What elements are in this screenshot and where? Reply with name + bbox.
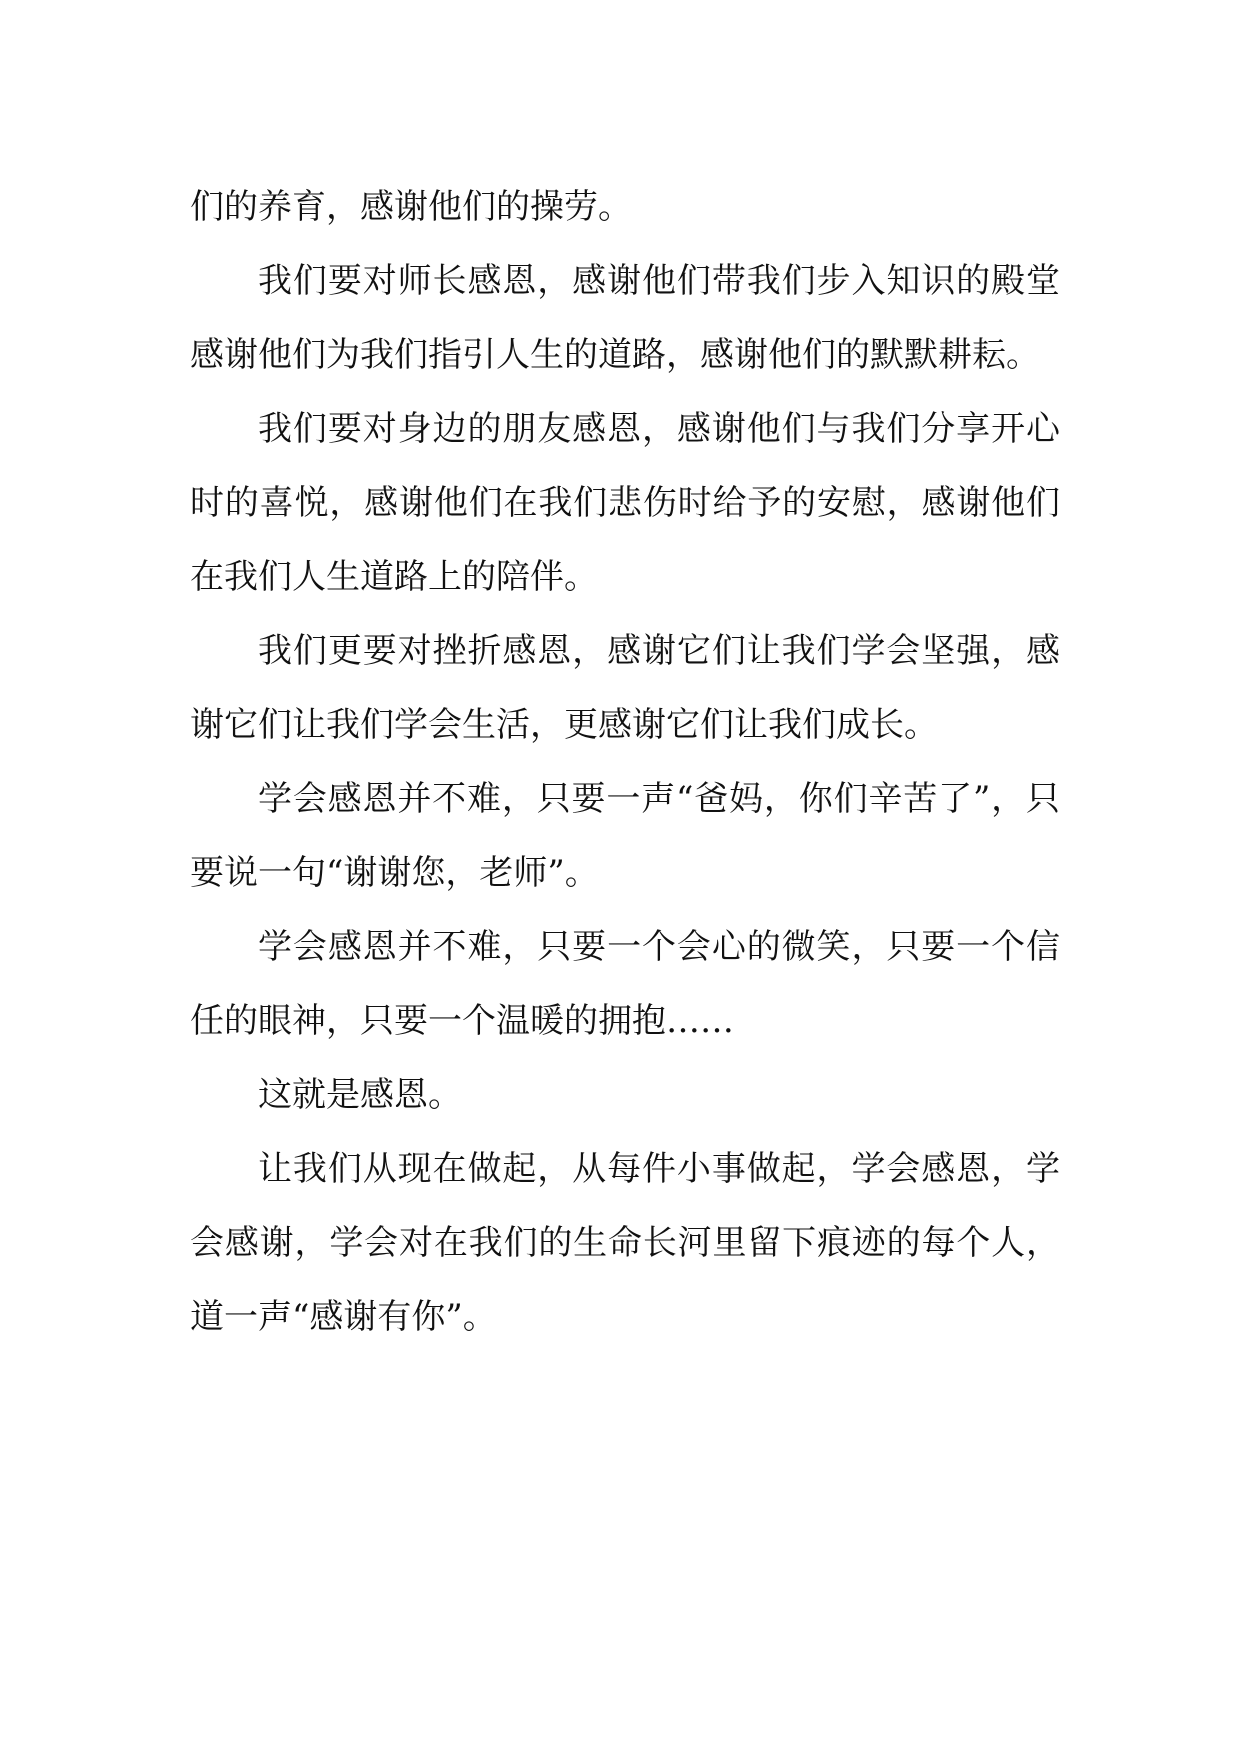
- paragraph-conclusion: 让我们从现在做起，从每件小事做起，学会感恩，学会感谢，学会对在我们的生命长河里留下痕迹的每个人，道一声“感谢有你”。: [190, 1149, 1060, 1337]
- paragraph-friends: 我们要对身边的朋友感恩，感谢他们与我们分享开心时的喜悦，感谢他们在我们悲伤时给予的安慰，感谢他们在我们人生道路上的陪伴。: [190, 409, 1060, 597]
- paragraph-teachers: 我们要对师长感恩，感谢他们带我们步入知识的殿堂感谢他们为我们指引人生的道路，感谢他们的默默耕耘。: [190, 261, 1060, 375]
- paragraph-smile-hug: 学会感恩并不难，只要一个会心的微笑，只要一个信任的眼神，只要一个温暖的拥抱……: [190, 927, 1060, 1041]
- paragraph-continued: 们的养育，感谢他们的操劳。: [190, 187, 632, 227]
- paragraph-parents-teacher-thanks: 学会感恩并不难，只要一声“爸妈，你们辛苦了”，只要说一句“谢谢您，老师”。: [190, 779, 1060, 893]
- paragraph-this-is-gratitude: 这就是感恩。: [258, 1075, 462, 1115]
- body-text: [190, 170, 1060, 1354]
- paragraph-setbacks: 我们更要对挫折感恩，感谢它们让我们学会坚强，感谢它们让我们学会生活，更感谢它们让我们成长。: [190, 631, 1060, 745]
